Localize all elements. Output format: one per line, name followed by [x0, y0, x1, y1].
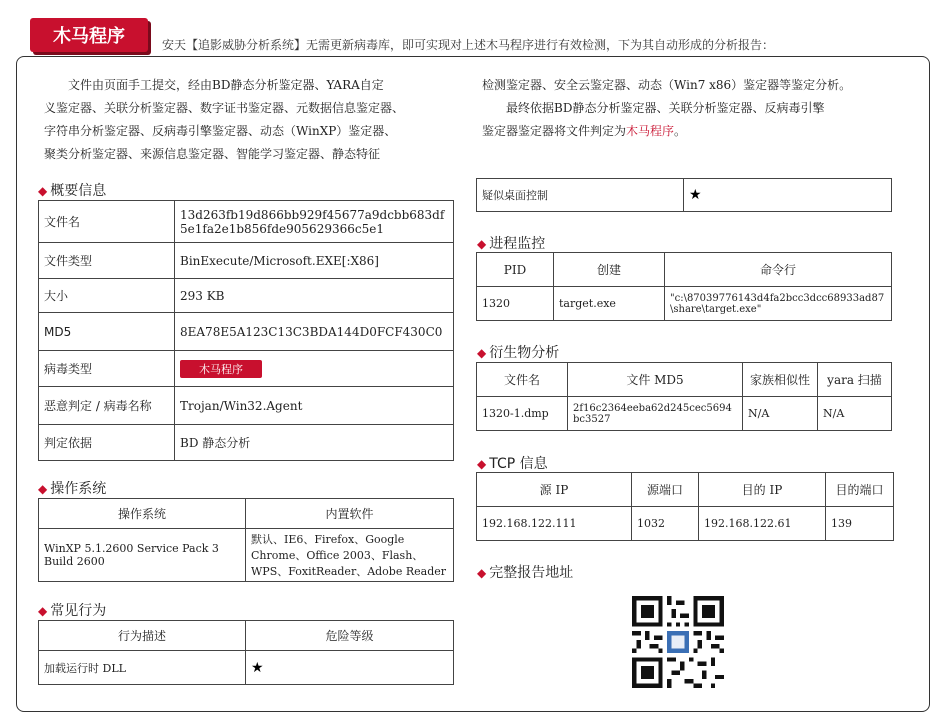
- overview-value: 293 KB: [175, 279, 454, 313]
- tcp-table: [476, 472, 894, 541]
- description-line: 检测鉴定器、安全云鉴定器、动态（Win7 x86）鉴定器等鉴定分析。: [482, 78, 852, 92]
- description-left: [44, 74, 464, 166]
- overview-label: 文件名: [39, 201, 175, 243]
- src-ip-header: 源 IP: [477, 473, 632, 507]
- cmd-header: 命令行: [665, 253, 892, 287]
- report-heading-label: 完整报告地址: [489, 565, 574, 581]
- overview-heading-label: 概要信息: [50, 183, 107, 199]
- table-row: [477, 179, 892, 212]
- overview-value: 8EA78E5A123C13C3BDA144D0FCF430C0: [175, 313, 454, 351]
- os-table: [38, 498, 454, 582]
- os-col-header: 操作系统: [39, 499, 246, 529]
- overview-label: 病毒类型: [39, 351, 175, 387]
- tcp-heading: [477, 453, 548, 473]
- derived-heading: [477, 342, 559, 362]
- behaviors-table: [38, 620, 454, 685]
- table-row: [39, 279, 454, 313]
- overview-label: 大小: [39, 279, 175, 313]
- overview-label: MD5: [39, 313, 175, 351]
- table-row: [39, 529, 454, 582]
- verdict-suffix: 。: [674, 124, 687, 138]
- table-row: [477, 397, 892, 431]
- behaviors-heading-label: 常见行为: [50, 603, 107, 619]
- report-heading: [477, 562, 573, 582]
- derived-name-header: 文件名: [477, 363, 568, 397]
- process-table: [476, 252, 892, 321]
- table-row: [39, 651, 454, 685]
- table-row: [39, 313, 454, 351]
- derived-yara-value: N/A: [818, 397, 892, 431]
- behavior-desc: 加载运行时 DLL: [39, 651, 246, 685]
- dst-ip-header: 目的 IP: [699, 473, 826, 507]
- diamond-icon: ◆: [38, 184, 48, 198]
- src-port-value: 1032: [632, 507, 699, 541]
- overview-value: BinExecute/Microsoft.EXE[:X86]: [175, 243, 454, 279]
- derived-table: [476, 362, 892, 431]
- overview-heading: [38, 180, 106, 200]
- diamond-icon: ◆: [38, 604, 48, 618]
- table-row: [39, 621, 454, 651]
- os-heading: [38, 478, 106, 498]
- derived-family-header: 家族相似性: [743, 363, 818, 397]
- table-row: [477, 253, 892, 287]
- src-port-header: 源端口: [632, 473, 699, 507]
- overview-label: 文件类型: [39, 243, 175, 279]
- process-heading: [477, 233, 545, 253]
- derived-md5-value: 2f16c2364eeba62d245cec5694bc3527: [568, 397, 743, 431]
- behaviors-table-continued: [476, 178, 892, 212]
- table-row: [477, 287, 892, 321]
- qr-code-icon[interactable]: [632, 596, 724, 688]
- cmd-value: "c:\87039776143d4fa2bcc3dcc68933ad87\share\target.exe": [665, 287, 892, 321]
- dst-port-header: 目的端口: [826, 473, 894, 507]
- diamond-icon: ◆: [38, 482, 48, 496]
- description-line: 义鉴定器、关联分析鉴定器、数字证书鉴定器、元数据信息鉴定器、: [44, 101, 405, 115]
- pid-value: 1320: [477, 287, 554, 321]
- src-ip-value: 192.168.122.111: [477, 507, 632, 541]
- create-header: 创建: [554, 253, 665, 287]
- table-row: [477, 507, 894, 541]
- behavior-level-header: 危险等级: [246, 621, 454, 651]
- behavior-level: ★: [684, 179, 892, 212]
- dst-ip-value: 192.168.122.61: [699, 507, 826, 541]
- description-line: 字符串分析鉴定器、反病毒引擎鉴定器、动态（WinXP）鉴定器、: [44, 124, 397, 138]
- diamond-icon: ◆: [477, 457, 487, 471]
- virus-type-badge: 木马程序: [180, 360, 262, 378]
- table-row: [39, 499, 454, 529]
- report-title-tab: 木马程序: [30, 18, 148, 52]
- description-line: 最终依据BD静态分析鉴定器、关联分析鉴定器、反病毒引擎: [482, 101, 825, 115]
- table-row: [39, 425, 454, 461]
- overview-value: BD 静态分析: [175, 425, 454, 461]
- behaviors-heading: [38, 600, 106, 620]
- software-col-header: 内置软件: [246, 499, 454, 529]
- table-row: [39, 351, 454, 387]
- create-value: target.exe: [554, 287, 665, 321]
- diamond-icon: ◆: [477, 566, 487, 580]
- intro-text: 安天【追影威胁分析系统】无需更新病毒库，即可实现对上述木马程序进行有效检测，下为其自动形成的分析报告：: [162, 38, 775, 52]
- table-row: [477, 473, 894, 507]
- description-line: 文件由页面手工提交，经由BD静态分析鉴定器、YARA自定: [44, 78, 384, 92]
- derived-family-value: N/A: [743, 397, 818, 431]
- overview-value: [175, 351, 454, 387]
- description-right: [482, 74, 902, 143]
- derived-name-value: 1320-1.dmp: [477, 397, 568, 431]
- behavior-level: ★: [246, 651, 454, 685]
- table-row: [39, 243, 454, 279]
- table-row: [39, 201, 454, 243]
- overview-label: 恶意判定 / 病毒名称: [39, 387, 175, 425]
- description-line: [482, 120, 902, 143]
- overview-value: Trojan/Win32.Agent: [175, 387, 454, 425]
- diamond-icon: ◆: [477, 346, 487, 360]
- derived-yara-header: yara 扫描: [818, 363, 892, 397]
- behavior-desc: 疑似桌面控制: [477, 179, 684, 212]
- derived-heading-label: 衍生物分析: [489, 345, 560, 361]
- os-value: WinXP 5.1.2600 Service Pack 3 Build 2600: [39, 529, 246, 582]
- table-row: [39, 387, 454, 425]
- overview-label: 判定依据: [39, 425, 175, 461]
- process-heading-label: 进程监控: [489, 236, 546, 252]
- dst-port-value: 139: [826, 507, 894, 541]
- diamond-icon: ◆: [477, 237, 487, 251]
- pid-header: PID: [477, 253, 554, 287]
- table-row: [477, 363, 892, 397]
- verdict-prefix: 鉴定器鉴定器将文件判定为: [482, 124, 627, 138]
- description-line: 聚类分析鉴定器、来源信息鉴定器、智能学习鉴定器、静态特征: [44, 147, 381, 161]
- tcp-heading-label: TCP 信息: [489, 456, 548, 472]
- behavior-desc-header: 行为描述: [39, 621, 246, 651]
- software-value: 默认、IE6、Firefox、Google Chrome、Office 2003、Flash、WPS、FoxitReader、Adobe Reader: [246, 529, 454, 582]
- verdict-highlight: 木马程序: [626, 124, 675, 138]
- derived-md5-header: 文件 MD5: [568, 363, 743, 397]
- overview-table: [38, 200, 454, 461]
- overview-value: 13d263fb19d866bb929f45677a9dcbb683df5e1fa2e1b856fde905629366c5e1: [175, 201, 454, 243]
- os-heading-label: 操作系统: [50, 481, 107, 497]
